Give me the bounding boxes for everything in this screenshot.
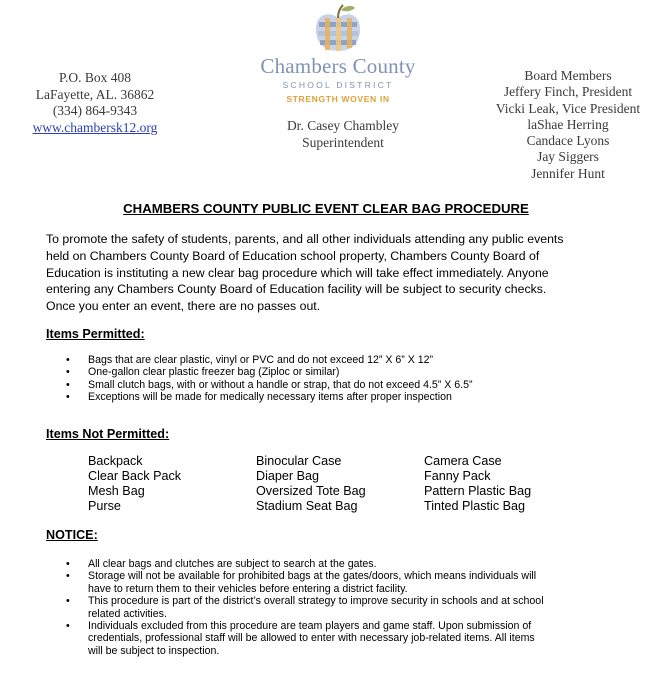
notice-list [46, 558, 544, 657]
grid-item: Mesh Bag [88, 484, 145, 499]
logo-name: Chambers County [260, 54, 416, 78]
intro-line: entering any Chambers County Board of Education facility will be subject to security checks. [46, 282, 547, 297]
address-line: LaFayette, AL. 36862 [35, 86, 155, 102]
board-member: Jeffery Finch, President [503, 84, 633, 100]
board-member: Vicki Leak, Vice President [495, 100, 641, 116]
bullet-icon: • [66, 558, 70, 570]
intro-line: held on Chambers County Board of Education school property, Chambers County Board of [46, 248, 540, 263]
grid-item: Stadium Seat Bag [256, 499, 358, 514]
intro-line: To promote the safety of students, parents, and all other individuals attending any public events [46, 232, 564, 246]
list-item: • Small clutch bags, with or without a handle or strap, that do not exceed 4.5” X 6.5” [66, 378, 473, 391]
list-item: • All clear bags and clutches are subject to search at the gates. [66, 558, 377, 570]
list-item: • This procedure is part of the district’s overall strategy to improve security in schools and at school related activities. [66, 595, 544, 620]
bullet-icon: • [66, 620, 70, 633]
grid-column [424, 454, 594, 514]
grid-item: Binocular Case [256, 454, 342, 468]
phone-number: (334) 864-9343 [52, 103, 138, 118]
list-item: • One-gallon clear plastic freezer bag (Ziploc or similar) [66, 366, 340, 379]
permitted-heading: Items Permitted: [46, 327, 145, 341]
board-heading: Board Members [524, 68, 612, 83]
superintendent-block [268, 118, 418, 151]
board-member: Jennifer Hunt [531, 165, 605, 181]
grid-item: Fanny Pack [424, 469, 491, 484]
document-title: CHAMBERS COUNTY PUBLIC EVENT CLEAR BAG PROCEDURE [123, 201, 529, 216]
grid-item: Oversized Tote Bag [256, 484, 366, 499]
intro-line: Education is instituting a new clear bag procedure which will take effect immediately. Anyone [46, 265, 549, 280]
bullet-icon: • [66, 354, 70, 366]
address-block [28, 70, 162, 136]
permitted-list [46, 354, 473, 404]
intro-line: Once you enter an event, there are no passes out. [46, 299, 321, 314]
district-logo [238, 2, 438, 110]
grid-item: Purse [88, 499, 121, 514]
grid-item: Pattern Plastic Bag [424, 484, 532, 499]
logo-district: SCHOOL DISTRICT [282, 80, 394, 90]
apple-icon [311, 4, 365, 54]
intro-paragraph [46, 231, 616, 315]
grid-item: Clear Back Pack [88, 469, 182, 484]
grid-column [88, 454, 258, 514]
grid-item: Camera Case [424, 454, 502, 468]
superintendent-name: Dr. Casey Chambley [286, 118, 400, 133]
grid-item: Tinted Plastic Bag [424, 499, 526, 514]
address-line: P.O. Box 408 [58, 70, 131, 85]
board-members-block [488, 68, 648, 182]
grid-item: Backpack [88, 454, 143, 468]
notice-heading: NOTICE: [46, 528, 98, 542]
grid-column [256, 454, 426, 514]
not-permitted-heading: Items Not Permitted: [46, 427, 170, 441]
bullet-icon: • [66, 391, 70, 404]
list-item: • Individuals excluded from this procedure are team players and game staff. Upon submission of credentials, professional staff will be allowed to enter with necessary job-related items. All items will be subject to inspection. [66, 620, 535, 657]
board-member: Jay Siggers [537, 149, 599, 165]
bullet-icon: • [66, 595, 70, 608]
list-item: • Exceptions will be made for medically necessary items after proper inspection [66, 391, 452, 404]
website-link[interactable]: www.chambersk12.org [32, 119, 158, 135]
board-member: laShae Herring [527, 116, 609, 132]
list-item: • Storage will not be available for prohibited bags at the gates/doors, which means individuals will have to return them to their vehicles before entering a district facility. [66, 570, 537, 595]
list-item: • Bags that are clear plastic, vinyl or PVC and do not exceed 12” X 6” X 12” [66, 354, 434, 366]
bullet-icon: • [66, 570, 70, 583]
logo-tagline: STRENGTH WOVEN IN [286, 94, 390, 104]
bullet-icon: • [66, 366, 70, 379]
grid-item: Diaper Bag [256, 469, 320, 484]
superintendent-title: Superintendent [302, 134, 384, 150]
board-member: Candace Lyons [526, 133, 610, 149]
bullet-icon: • [66, 378, 70, 391]
